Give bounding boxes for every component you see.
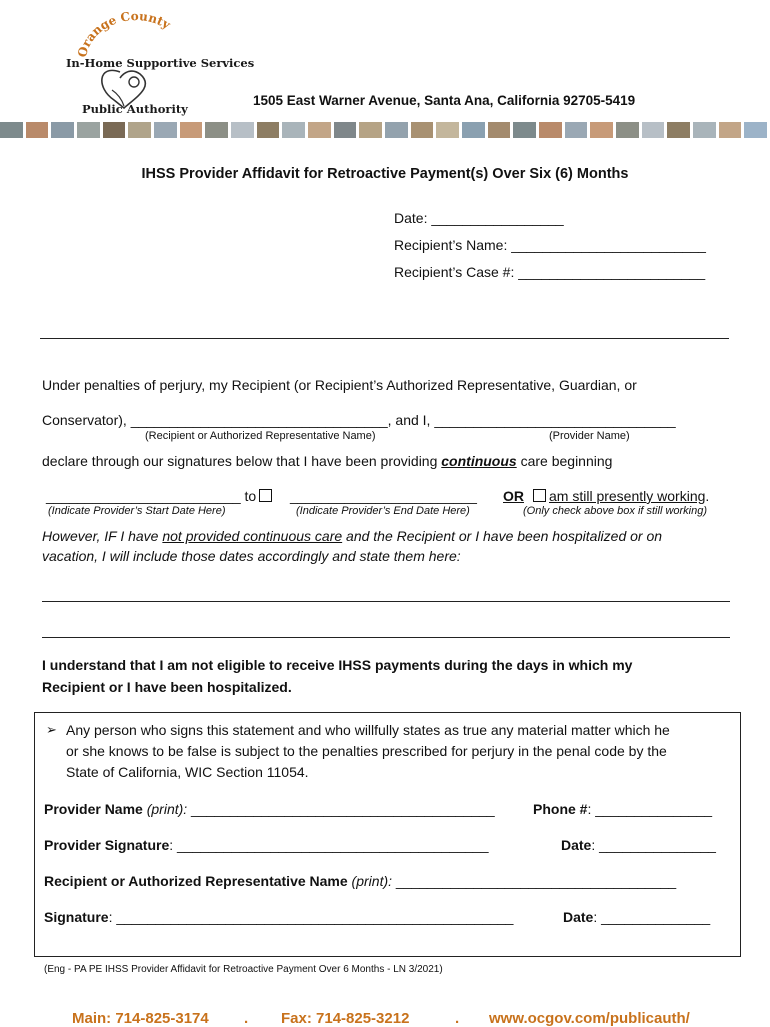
recipient-rep-field[interactable] (44, 873, 676, 889)
provider-name-label: Provider Name (44, 801, 143, 817)
logo-arc-text: Orange County (74, 10, 173, 59)
provider-date-blank[interactable]: : _______________ (591, 837, 716, 853)
signature-date-blank[interactable]: : ______________ (593, 909, 711, 925)
stripe-swatch (154, 122, 177, 138)
provider-signature-blank[interactable]: : ________________________________________ (169, 837, 489, 853)
stripe-swatch (77, 122, 100, 138)
still-working-period: . (705, 488, 710, 504)
address: 1505 East Warner Avenue, Santa Ana, California 92705-5419 (253, 93, 636, 108)
stripe-swatch (359, 122, 382, 138)
notice-line-1: Any person who signs this statement and who willfully states as true any material matter which he (66, 722, 670, 738)
or-label: OR (503, 488, 524, 504)
stripe-swatch (693, 122, 716, 138)
start-checkbox[interactable] (259, 489, 272, 502)
hint-provider-name: (Provider Name) (549, 430, 630, 442)
signature-label: Signature (44, 909, 109, 925)
recipient-rep-blank[interactable]: ____________________________________ (392, 873, 677, 889)
stripe-swatch (513, 122, 536, 138)
however-line-1 (42, 528, 662, 544)
end-date-field[interactable]: ________________________ (290, 488, 477, 504)
signature-field[interactable] (44, 909, 513, 925)
provider-date-label: Date (561, 837, 592, 853)
start-date-field[interactable] (46, 488, 275, 504)
recipient-name-field[interactable]: Recipient’s Name: _________________________ (394, 237, 706, 253)
stripe-swatch (488, 122, 511, 138)
stripe-swatch (642, 122, 665, 138)
continuous-emphasis: continuous (441, 453, 517, 469)
explanation-line-1[interactable] (42, 601, 730, 602)
recipient-rep-print: (print): (347, 873, 393, 889)
declare-text-end: care beginning (516, 453, 613, 469)
stripe-swatch (667, 122, 690, 138)
stripe-swatch (231, 122, 254, 138)
website-link[interactable]: www.ocgov.com/publicauth/ (489, 1010, 690, 1027)
stripe-swatch (308, 122, 331, 138)
declare-line (42, 453, 612, 469)
stripe-swatch (180, 122, 203, 138)
stripe-swatch (385, 122, 408, 138)
stripe-swatch (719, 122, 742, 138)
recipient-case-field[interactable]: Recipient’s Case #: ________________________ (394, 264, 706, 280)
hint-check-box: (Only check above box if still working) (523, 505, 708, 517)
declare-text-start: declare through our signatures below that I have been providing (42, 453, 442, 469)
main-phone: Main: 714-825-3174 (72, 1010, 209, 1027)
color-stripe (0, 122, 770, 138)
stripe-swatch (462, 122, 485, 138)
explanation-line-2[interactable] (42, 637, 730, 638)
stripe-swatch (0, 122, 23, 138)
provider-date-field[interactable] (561, 837, 716, 853)
page-title: IHSS Provider Affidavit for Retroactive Payment(s) Over Six (6) Months (141, 166, 629, 182)
footer-separator-1: . (244, 1010, 249, 1027)
stripe-swatch (539, 122, 562, 138)
however-line-2: vacation, I will include those dates accordingly and state them here: (42, 548, 461, 564)
provider-name-print: (print): (142, 801, 188, 817)
however-text-a: However, IF I have (42, 528, 163, 544)
still-working-checkbox[interactable] (533, 489, 546, 502)
start-date-blank[interactable]: _________________________ to (46, 488, 257, 504)
logo (28, 10, 255, 120)
hint-start-date: (Indicate Provider’s Start Date Here) (48, 505, 226, 517)
still-working-label: am still presently working (549, 488, 706, 504)
notice-line-3: State of California, WIC Section 11054. (66, 764, 309, 780)
bullet-icon: ➢ (46, 722, 57, 737)
perjury-line-1: Under penalties of perjury, my Recipient (or Recipient’s Authorized Representative, Guardian, or (42, 377, 637, 393)
logo-authority-name: Public Authority (82, 102, 188, 116)
signature-date-field[interactable] (563, 909, 710, 925)
hint-end-date: (Indicate Provider’s End Date Here) (296, 505, 470, 517)
divider (40, 338, 729, 339)
however-text-c: and the Recipient or I have been hospitalized or on (342, 528, 663, 544)
phone-label: Phone # (533, 801, 588, 817)
stripe-swatch (103, 122, 126, 138)
stripe-swatch (744, 122, 767, 138)
stripe-swatch (565, 122, 588, 138)
footer-separator-2: . (455, 1010, 460, 1027)
stripe-swatch (590, 122, 613, 138)
signature-blank[interactable]: : ___________________________________________________ (108, 909, 514, 925)
stripe-swatch (616, 122, 639, 138)
provider-name-field[interactable] (44, 801, 495, 817)
perjury-line-2[interactable]: Conservator), _________________________________, and I, _______________________________ (42, 412, 676, 428)
phone-blank[interactable]: : _______________ (587, 801, 713, 817)
stripe-swatch (51, 122, 74, 138)
stripe-swatch (436, 122, 459, 138)
stripe-swatch (128, 122, 151, 138)
phone-field[interactable] (533, 801, 712, 817)
hint-recipient-name: (Recipient or Authorized Representative Name) (145, 430, 376, 442)
stripe-swatch (26, 122, 49, 138)
date-field[interactable]: Date: _________________ (394, 210, 564, 226)
provider-signature-label: Provider Signature (44, 837, 170, 853)
stripe-swatch (411, 122, 434, 138)
svg-text:Orange County (75, 10, 174, 59)
stripe-swatch (257, 122, 280, 138)
understand-line-2: Recipient or I have been hospitalized. (42, 679, 292, 695)
provider-signature-field[interactable] (44, 837, 489, 853)
stripe-swatch (205, 122, 228, 138)
still-working-option[interactable] (530, 488, 709, 504)
fax-number: Fax: 714-825-3212 (281, 1010, 410, 1027)
stripe-swatch (282, 122, 305, 138)
however-text-b: not provided continuous care (162, 528, 343, 544)
stripe-swatch (334, 122, 357, 138)
form-code: (Eng - PA PE IHSS Provider Affidavit for Retroactive Payment Over 6 Months - LN 3/2021) (44, 964, 443, 975)
recipient-rep-label: Recipient or Authorized Representative Name (44, 873, 348, 889)
understand-line-1: I understand that I am not eligible to receive IHSS payments during the days in which my (42, 657, 633, 673)
notice-line-2: or she knows to be false is subject to the penalties prescribed for perjury in the penal code by the (66, 743, 667, 759)
signature-date-label: Date (563, 909, 594, 925)
provider-name-blank[interactable]: _______________________________________ (187, 801, 495, 817)
logo-org-name: In-Home Supportive Services (66, 56, 255, 70)
